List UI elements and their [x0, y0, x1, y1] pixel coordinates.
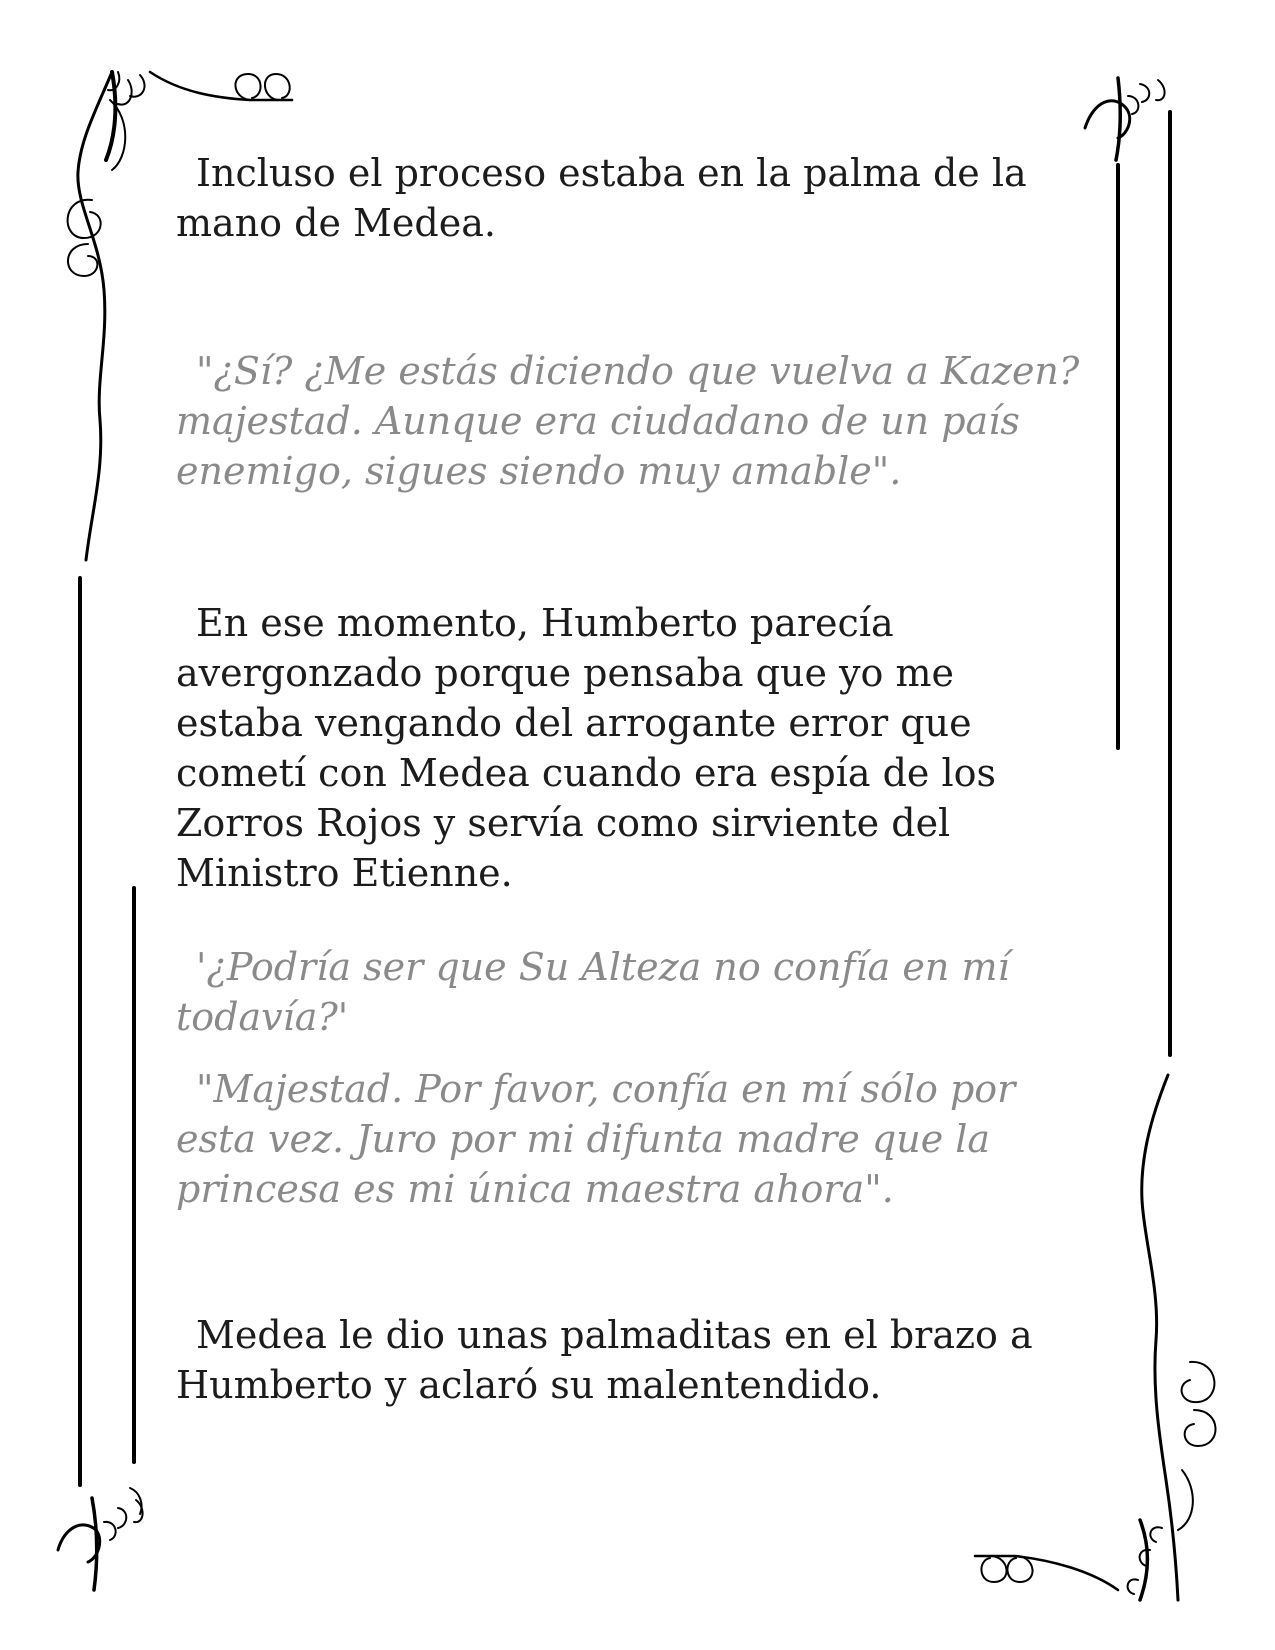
- narration-paragraph: Incluso el proceso estaba en la palma de la mano de Medea.: [176, 151, 1027, 245]
- dialogue-paragraph: "Majestad. Por favor, confía en mí sólo por esta vez. Juro por mi difunta madre que la princesa es mi única maestra ahora".: [176, 1067, 1016, 1211]
- dialogue-paragraph: '¿Podría ser que Su Alteza no confía en mí todavía?': [176, 945, 1010, 1039]
- narration-paragraph: Medea le dio unas palmaditas en el brazo a Humberto y aclaró su malentendido.: [176, 1313, 1033, 1407]
- flourish-top-right: [1085, 78, 1165, 160]
- narration-paragraph: En ese momento, Humberto parecía avergonzado porque pensaba que yo me estaba vengando del arrogante error que cometí con Medea cuando era espía de los Zorros Rojos y servía como sirviente del Ministro Etienne.: [176, 601, 997, 895]
- flourish-bottom-left: [58, 1488, 143, 1590]
- dialogue-paragraph: "¿Sí? ¿Me estás diciendo que vuelva a Kazen? majestad. Aunque era ciudadano de un país enemigo, sigues siendo muy amable".: [176, 349, 1080, 493]
